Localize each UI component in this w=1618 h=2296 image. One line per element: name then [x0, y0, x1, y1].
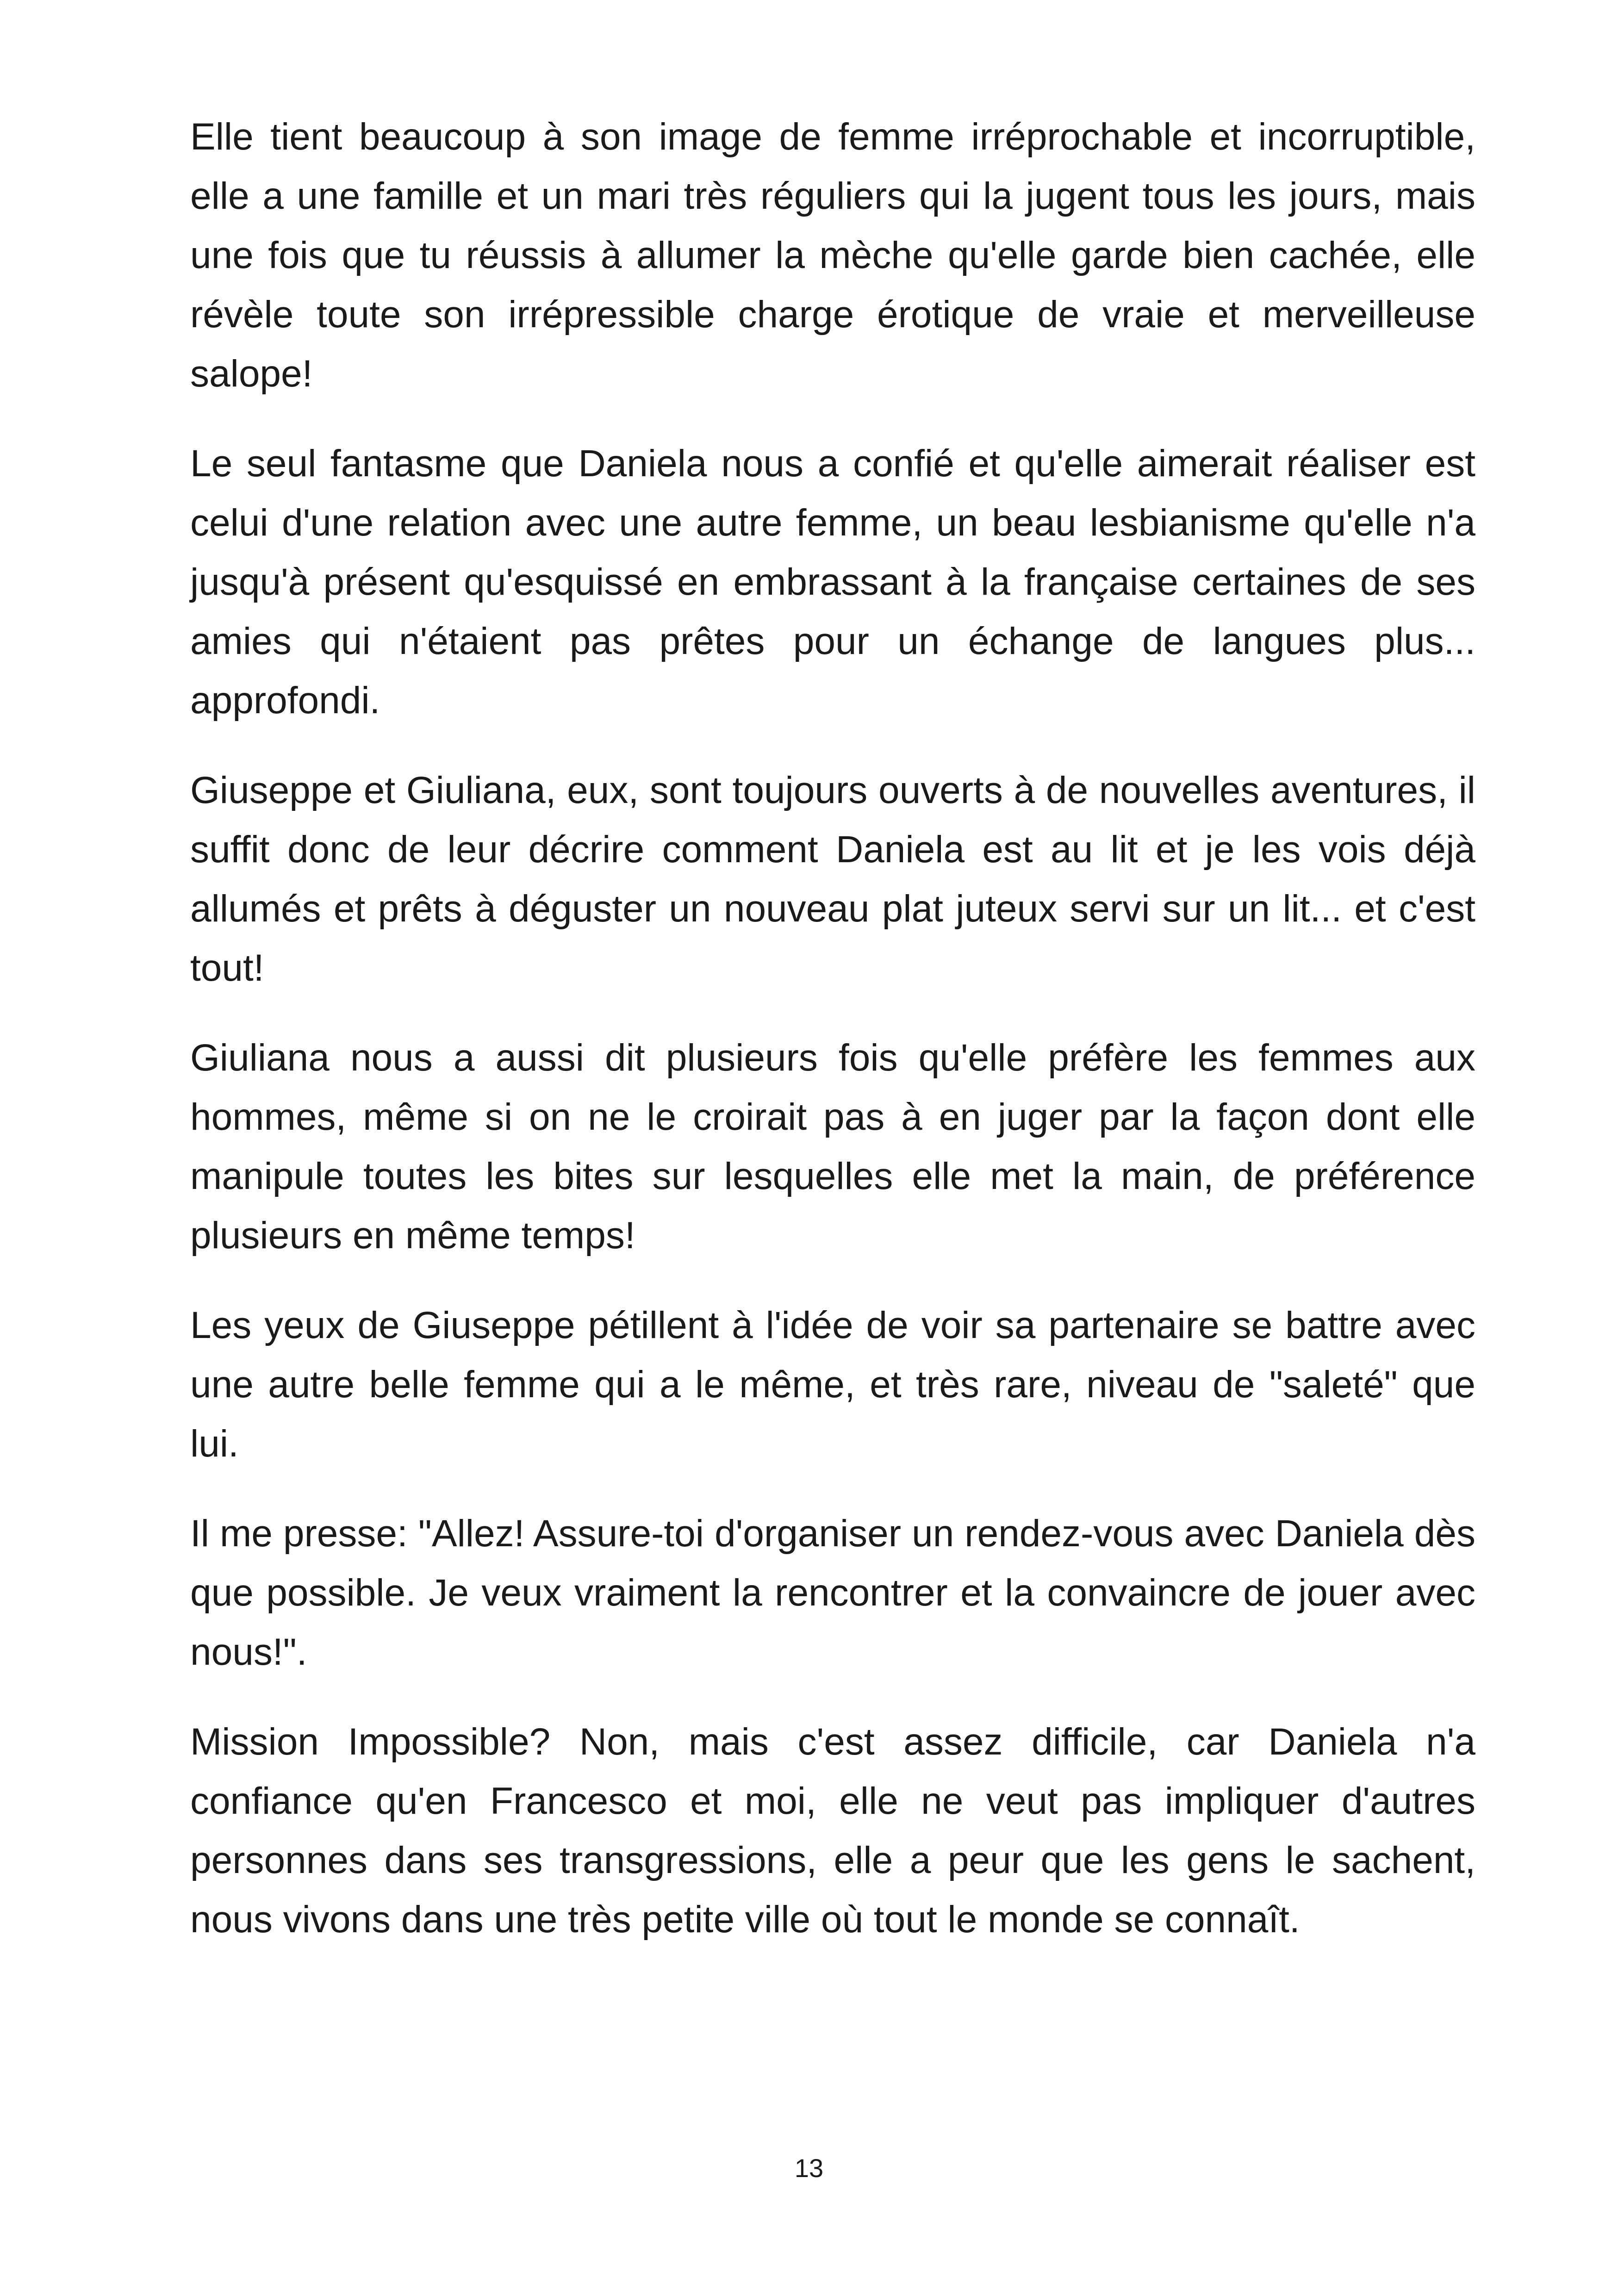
paragraph-5: Les yeux de Giuseppe pétillent à l'idée de voir sa partenaire se battre avec une autre belle femme qui a le même, et très rare, niveau de "saleté" que lui. [190, 1304, 1475, 1465]
body-text [190, 107, 1475, 1980]
paragraph-7: Mission Impossible? Non, mais c'est assez difficile, car Daniela n'a confiance qu'en Francesco et moi, elle ne veut pas impliquer d'autres personnes dans ses transgressions, elle a peur que les gens le sachent, nous vivons dans une très petite ville où tout le monde se connaît. [190, 1721, 1475, 1941]
paragraph-1: Elle tient beaucoup à son image de femme irréprochable et incorruptible, elle a une famille et un mari très réguliers qui la jugent tous les jours, mais une fois que tu réussis à allumer la mèche qu'elle garde bien cachée, elle révèle toute son irrépressible charge érotique de vraie et merveilleuse salope! [190, 116, 1475, 395]
paragraph-3: Giuseppe et Giuliana, eux, sont toujours ouverts à de nouvelles aventures, il suffit donc de leur décrire comment Daniela est au lit et je les vois déjà allumés et prêts à déguster un nouveau plat juteux servi sur un lit... et c'est tout! [190, 769, 1475, 989]
paragraph-6: Il me presse: "Allez! Assure-toi d'organiser un rendez-vous avec Daniela dès que possible. Je veux vraiment la rencontrer et la convaincre de jouer avec nous!". [190, 1512, 1475, 1673]
paragraph-2: Le seul fantasme que Daniela nous a confié et qu'elle aimerait réaliser est celui d'une relation avec une autre femme, un beau lesbianisme qu'elle n'a jusqu'à présent qu'esquissé en embrassant à la française certaines de ses amies qui n'étaient pas prêtes pour un échange de langues plus... approfondi. [190, 442, 1475, 722]
page-number: 13 [794, 2153, 824, 2183]
paragraph-4: Giuliana nous a aussi dit plusieurs fois qu'elle préfère les femmes aux hommes, même si on ne le croirait pas à en juger par la façon dont elle manipule toutes les bites sur lesquelles elle met la main, de préférence plusieurs en même temps! [190, 1037, 1475, 1257]
